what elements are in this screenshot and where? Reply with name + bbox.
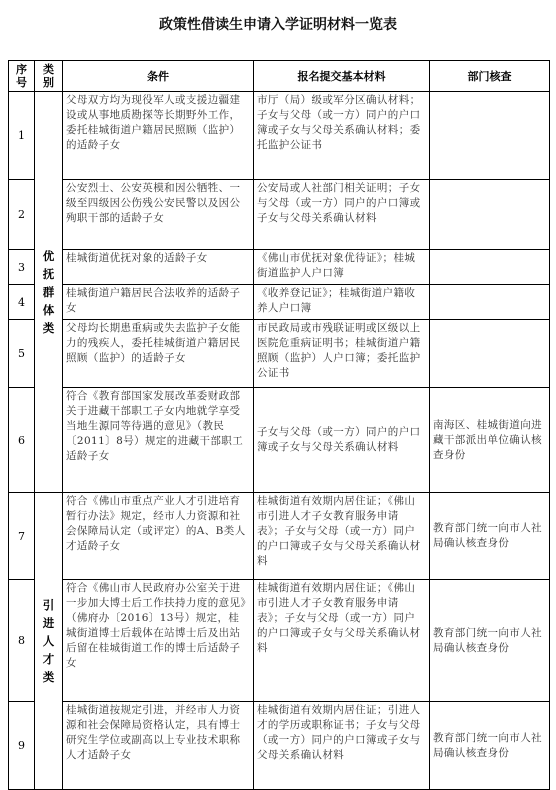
table-row: [9, 320, 550, 388]
department-cell: [430, 180, 550, 250]
row-number: 7: [9, 493, 35, 580]
materials-cell: 桂城街道有效期内居住证；《佛山市引进人才子女教育服务申请表》；子女与父母（或一方）同户的户口簿或子女与父母关系确认材料: [254, 580, 430, 702]
table-row: [9, 580, 550, 702]
materials-table: [8, 60, 550, 790]
condition-cell: 符合《佛山市人民政府办公室关于进一步加大博士后工作扶持力度的意见》（佛府办〔2016〕13号）规定，桂城街道博士后载体在站博士后及出站后留在桂城街道工作的博士后适龄子女: [63, 580, 254, 702]
materials-cell: 桂城街道有效期内居住证；引进人才的学历或职称证书；子女与父母（或一方）同户的户口簿或子女与父母关系确认材料: [254, 702, 430, 790]
row-number: 8: [9, 580, 35, 702]
table-row: [9, 250, 550, 285]
row-number: 9: [9, 702, 35, 790]
table-row: [9, 92, 550, 180]
materials-cell: 子女与父母（或一方）同户的户口簿或子女与父母关系确认材料: [254, 388, 430, 493]
header-condition: 条件: [63, 61, 254, 92]
department-cell: 教育部门统一向市人社局确认核查身份: [430, 702, 550, 790]
department-cell: 教育部门统一向市人社局确认核查身份: [430, 493, 550, 580]
table-row: [9, 388, 550, 493]
materials-cell: 《佛山市优抚对象优待证》；桂城街道监护人户口簿: [254, 250, 430, 285]
condition-cell: 父母双方均为现役军人或支援边疆建设或从事地质勘探等长期野外工作，委托桂城街道户籍居民照顾（监护）的适龄子女: [63, 92, 254, 180]
table-row: [9, 702, 550, 790]
category-cell: 优抚群体类: [35, 92, 63, 493]
materials-cell: 市民政局或市残联证明或区级以上医院危重病证明书；桂城街道户籍照顾（监护）人户口簿；委托监护公证书: [254, 320, 430, 388]
document-title: 政策性借读生申请入学证明材料一览表: [159, 17, 397, 33]
row-number: 2: [9, 180, 35, 250]
header-department: 部门核查: [430, 61, 550, 92]
header-seq: 序号: [9, 61, 35, 92]
department-cell: [430, 320, 550, 388]
condition-cell: 公安烈士、公安英模和因公牺牲、一级至四级因公伤残公安民警以及因公殉职干部的适龄子女: [63, 180, 254, 250]
condition-cell: 桂城街道户籍居民合法收养的适龄子女: [63, 285, 254, 320]
department-cell: [430, 92, 550, 180]
department-cell: [430, 250, 550, 285]
header-materials: 报名提交基本材料: [254, 61, 430, 92]
materials-cell: 桂城街道有效期内居住证；《佛山市引进人才子女教育服务申请表》；子女与父母（或一方）同户的户口簿或子女与父母关系确认材料: [254, 493, 430, 580]
materials-cell: 市厅（局）级或军分区确认材料；子女与父母（或一方）同户的户口簿或子女与父母关系确认材料；委托监护公证书: [254, 92, 430, 180]
condition-cell: 桂城街道优抚对象的适龄子女: [63, 250, 254, 285]
row-number: 6: [9, 388, 35, 493]
materials-cell: 公安局或人社部门相关证明；子女与父母（或一方）同户的户口簿或子女与父母关系确认材料: [254, 180, 430, 250]
condition-cell: 桂城街道按规定引进，并经市人力资源和社会保障局资格认定，具有博士研究生学位或副高以上专业技术职称人才适龄子女: [63, 702, 254, 790]
row-number: 3: [9, 250, 35, 285]
table-header-row: [9, 61, 550, 92]
table-row: [9, 285, 550, 320]
row-number: 1: [9, 92, 35, 180]
department-cell: [430, 285, 550, 320]
table-row: [9, 493, 550, 580]
category-cell: 引进人才类: [35, 493, 63, 790]
materials-cell: 《收养登记证》；桂城街道户籍收养人户口簿: [254, 285, 430, 320]
row-number: 4: [9, 285, 35, 320]
department-cell: 教育部门统一向市人社局确认核查身份: [430, 580, 550, 702]
condition-cell: 符合《教育部国家发展改革委财政部关于进藏干部职工子女内地就学享受当地生源同等待遇的意见》（教民〔2011〕8号）规定的进藏干部职工适龄子女: [63, 388, 254, 493]
table-row: [9, 180, 550, 250]
department-cell: 南海区、桂城街道向进藏干部派出单位确认核查身份: [430, 388, 550, 493]
header-category: 类别: [35, 61, 63, 92]
row-number: 5: [9, 320, 35, 388]
condition-cell: 父母均长期患重病或失去监护子女能力的残疾人，委托桂城街道户籍居民照顾（监护）的适龄子女: [63, 320, 254, 388]
condition-cell: 符合《佛山市重点产业人才引进培育暂行办法》规定，经市人力资源和社会保障局认定（或评定）的A、B类人才适龄子女: [63, 493, 254, 580]
